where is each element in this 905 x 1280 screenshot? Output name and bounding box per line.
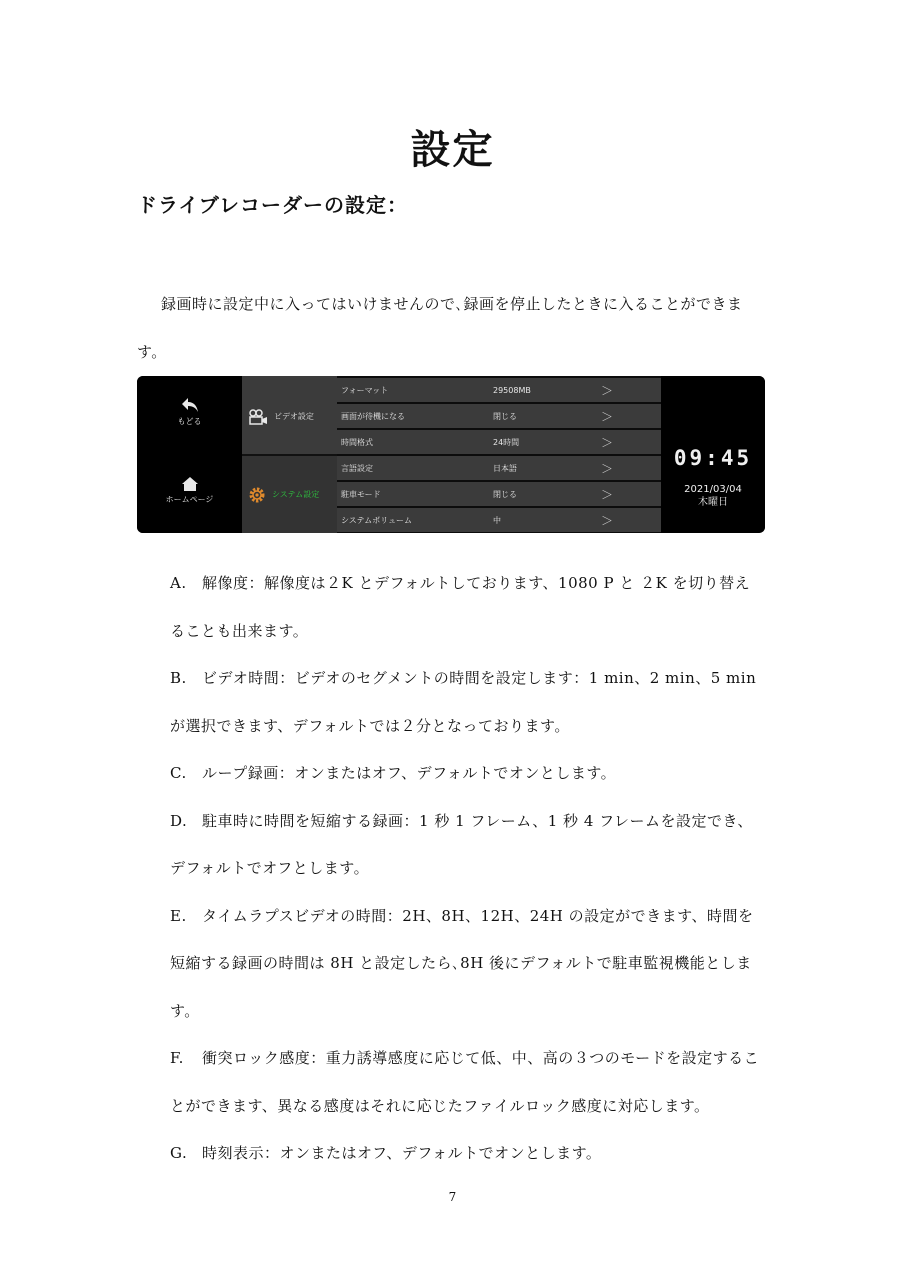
chevron-right-icon: ＞ — [601, 409, 614, 424]
date-display — [661, 483, 765, 509]
home-label: ホームページ — [165, 495, 214, 504]
weekday-text: 木曜日 — [698, 497, 728, 508]
category-system-settings[interactable] — [242, 456, 337, 533]
home-button[interactable] — [137, 476, 242, 505]
category-label: システム設定 — [272, 490, 320, 499]
item-letter: G. — [170, 1144, 188, 1162]
settings-description-list — [170, 560, 765, 1178]
clock-panel — [661, 376, 765, 533]
category-video-settings[interactable] — [242, 378, 337, 455]
setting-row-system-volume[interactable] — [337, 508, 661, 532]
setting-row-format[interactable] — [337, 378, 661, 402]
category-label: ビデオ設定 — [274, 412, 314, 421]
item-letter: D. — [170, 811, 188, 830]
item-letter: E. — [170, 906, 187, 925]
list-item — [170, 798, 765, 893]
setting-value: 29508MB — [493, 385, 531, 395]
item-text: 時刻表示：オンまたはオフ、デフォルトでオンとします。 — [202, 1144, 602, 1162]
back-button[interactable] — [137, 396, 242, 427]
list-item — [170, 893, 765, 1036]
category-list — [242, 376, 337, 533]
setting-row-language[interactable] — [337, 456, 661, 480]
date-text: 2021/03/04 — [684, 484, 742, 495]
settings-rows — [337, 376, 661, 533]
item-letter: C. — [170, 764, 187, 782]
chevron-right-icon: ＞ — [601, 435, 614, 450]
setting-label: システムボリューム — [341, 515, 412, 525]
side-nav — [137, 376, 242, 533]
setting-value: 閉じる — [493, 489, 517, 499]
clock-display: 09:45 — [673, 446, 753, 470]
item-text: ループ録画：オンまたはオフ、デフォルトでオンとします。 — [202, 764, 617, 782]
setting-value: 中 — [493, 515, 501, 525]
item-text: 衝突ロック感度：重力誘導感度に応じて低、中、高の３つのモードを設定することができます、異なる感度はそれに応じたファイルロック感度に対応します。 — [170, 1049, 760, 1115]
intro-paragraph: 録画時に設定中に入ってはいけませんので､録画を停止したときに入ることができます。 — [137, 295, 743, 361]
chevron-right-icon: ＞ — [601, 487, 614, 502]
setting-label: 駐車モード — [341, 489, 381, 499]
back-label: もどる — [177, 417, 202, 426]
back-arrow-icon — [180, 396, 200, 414]
setting-row-time-format[interactable] — [337, 430, 661, 454]
setting-row-screen-standby[interactable] — [337, 404, 661, 428]
setting-label: フォーマット — [341, 385, 389, 395]
item-letter: A. — [170, 574, 187, 592]
setting-value: 閉じる — [493, 411, 517, 421]
chevron-right-icon: ＞ — [601, 383, 614, 398]
item-text: 解像度：解像度は２K とデフォルトしております、1080 P と ２K を切り替えることも出来ます。 — [170, 574, 751, 640]
chevron-right-icon: ＞ — [601, 513, 614, 528]
setting-value: 日本語 — [493, 463, 517, 473]
settings-screen — [137, 376, 765, 533]
item-letter: F. — [170, 1049, 184, 1067]
list-item — [170, 560, 765, 655]
chevron-right-icon: ＞ — [601, 461, 614, 476]
setting-label: 画面が待機になる — [341, 411, 405, 421]
section-heading: ドライブレコーダーの設定： — [137, 193, 408, 217]
setting-label: 言語設定 — [341, 463, 373, 473]
item-text: タイムラプスビデオの時間：2H、8H、12H、24H の設定ができます、時間を短縮する録画の時間は 8H と設定したら､8H 後にデフォルトで駐車監視機能とします。 — [170, 906, 754, 1020]
item-text: ビデオ時間：ビデオのセグメントの時間を設定します：1 min、2 min、5 min が選択できます、デフォルトでは２分となっております。 — [170, 669, 757, 735]
gear-icon — [248, 486, 266, 504]
setting-value: 24時間 — [493, 437, 520, 447]
list-item — [170, 1035, 765, 1130]
setting-label: 時間格式 — [341, 437, 373, 447]
page-number: 7 — [448, 1190, 457, 1204]
item-text: 駐車時に時間を短縮する録画：1 秒 1 フレーム、1 秒 4 フレームを設定でき、デフォルトでオフとします。 — [170, 811, 753, 877]
list-item — [170, 1130, 765, 1178]
list-item — [170, 655, 765, 750]
item-letter: B. — [170, 669, 187, 687]
list-item — [170, 750, 765, 798]
home-icon — [181, 476, 199, 492]
setting-row-parking-mode[interactable] — [337, 482, 661, 506]
video-camera-icon — [248, 409, 268, 425]
page-title: 設定 — [410, 127, 495, 173]
